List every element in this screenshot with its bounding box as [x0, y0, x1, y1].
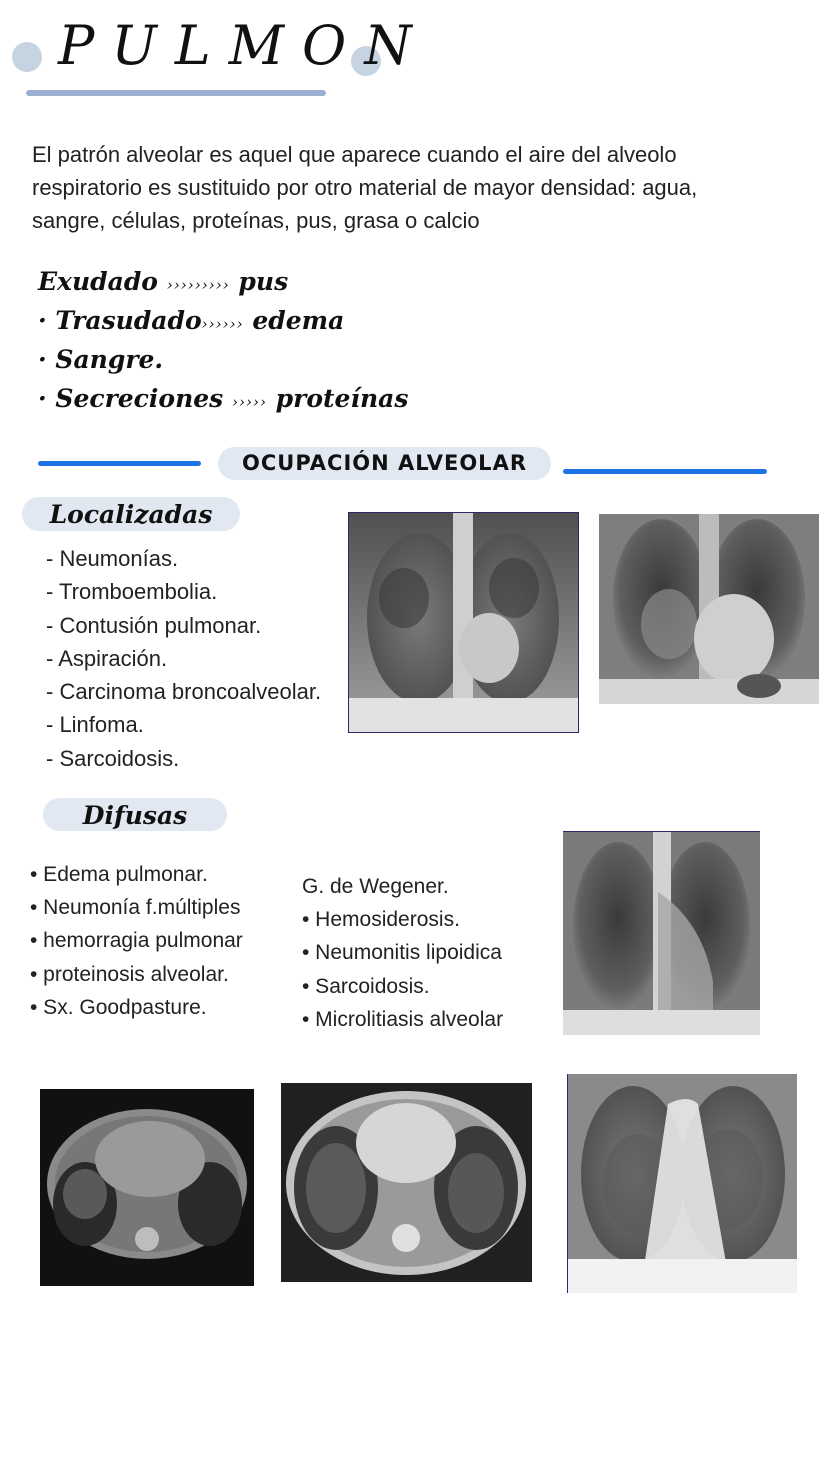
difusas-list-col1 — [30, 858, 243, 1024]
chest-ct-image — [281, 1083, 532, 1282]
localizadas-list — [46, 542, 321, 775]
fluid-row — [38, 262, 408, 301]
page-title: PULMON — [58, 14, 430, 77]
fluid-row — [38, 340, 408, 379]
list-item: - Carcinoma broncoalveolar. — [46, 679, 322, 705]
list-item: • Neumonitis lipoidica — [302, 941, 502, 965]
list-item: • hemorragia pulmonar — [30, 929, 243, 953]
list-item: - Linfoma. — [46, 712, 144, 738]
difusas-list-col2 — [302, 870, 503, 1036]
list-item: - Tromboembolia. — [46, 579, 218, 605]
list-item: • Sx. Goodpasture. — [30, 995, 207, 1019]
chest-xray-image — [348, 512, 579, 733]
list-item: - Aspiración. — [46, 645, 168, 671]
section-title: OCUPACIÓN ALVEOLAR — [218, 447, 551, 480]
arrow-glyphs: ›››››› — [201, 315, 244, 333]
bullet: · — [38, 306, 56, 335]
list-item: G. de Wegener. — [302, 875, 449, 898]
list-item: - Neumonías. — [46, 546, 179, 571]
fluid-result: proteínas — [275, 384, 409, 413]
fluid-term: Secreciones — [55, 384, 224, 413]
bullet: · — [38, 384, 56, 413]
title-underline — [26, 90, 326, 96]
chest-ct-image — [40, 1089, 254, 1286]
list-item: • Neumonía f.múltiples — [30, 896, 241, 920]
list-item: - Sarcoidosis. — [46, 745, 180, 771]
fluid-term: Sangre. — [55, 345, 164, 374]
list-item: • Sarcoidosis. — [302, 974, 430, 998]
list-item: - Contusión pulmonar. — [46, 612, 262, 638]
localizadas-text: Localizadas — [49, 500, 213, 529]
fluid-term: Trasudado — [55, 306, 202, 335]
bullet: · — [38, 345, 56, 374]
fluid-result: edema — [252, 306, 345, 335]
difusas-label — [43, 798, 227, 831]
difusas-text: Difusas — [82, 801, 188, 830]
arrow-glyphs: ››››› — [231, 393, 267, 411]
fluid-term: Exudado — [38, 267, 158, 296]
chest-xray-image — [563, 831, 760, 1035]
fluid-row — [38, 301, 408, 340]
localizadas-label — [22, 497, 240, 531]
list-item: • Edema pulmonar. — [30, 863, 208, 886]
decor-dot-left — [12, 42, 42, 72]
chest-xray-image — [567, 1074, 797, 1293]
arrow-glyphs: ››››››››› — [166, 276, 230, 294]
list-item: • Hemosiderosis. — [302, 908, 460, 932]
divider-left — [38, 461, 201, 466]
intro-paragraph: El patrón alveolar es aquel que aparece cuando el aire del alveolo respiratorio es sustituido por otro material de mayor densidad: agua, sangre, células, proteínas, pus, grasa o calcio — [32, 142, 698, 233]
fluid-result: pus — [238, 267, 289, 296]
fluid-list — [38, 262, 408, 418]
divider-right — [563, 469, 767, 474]
fluid-row — [38, 379, 408, 418]
list-item: • proteinosis alveolar. — [30, 962, 229, 986]
chest-xray-image — [599, 514, 819, 704]
list-item: • Microlitiasis alveolar — [302, 1007, 504, 1031]
